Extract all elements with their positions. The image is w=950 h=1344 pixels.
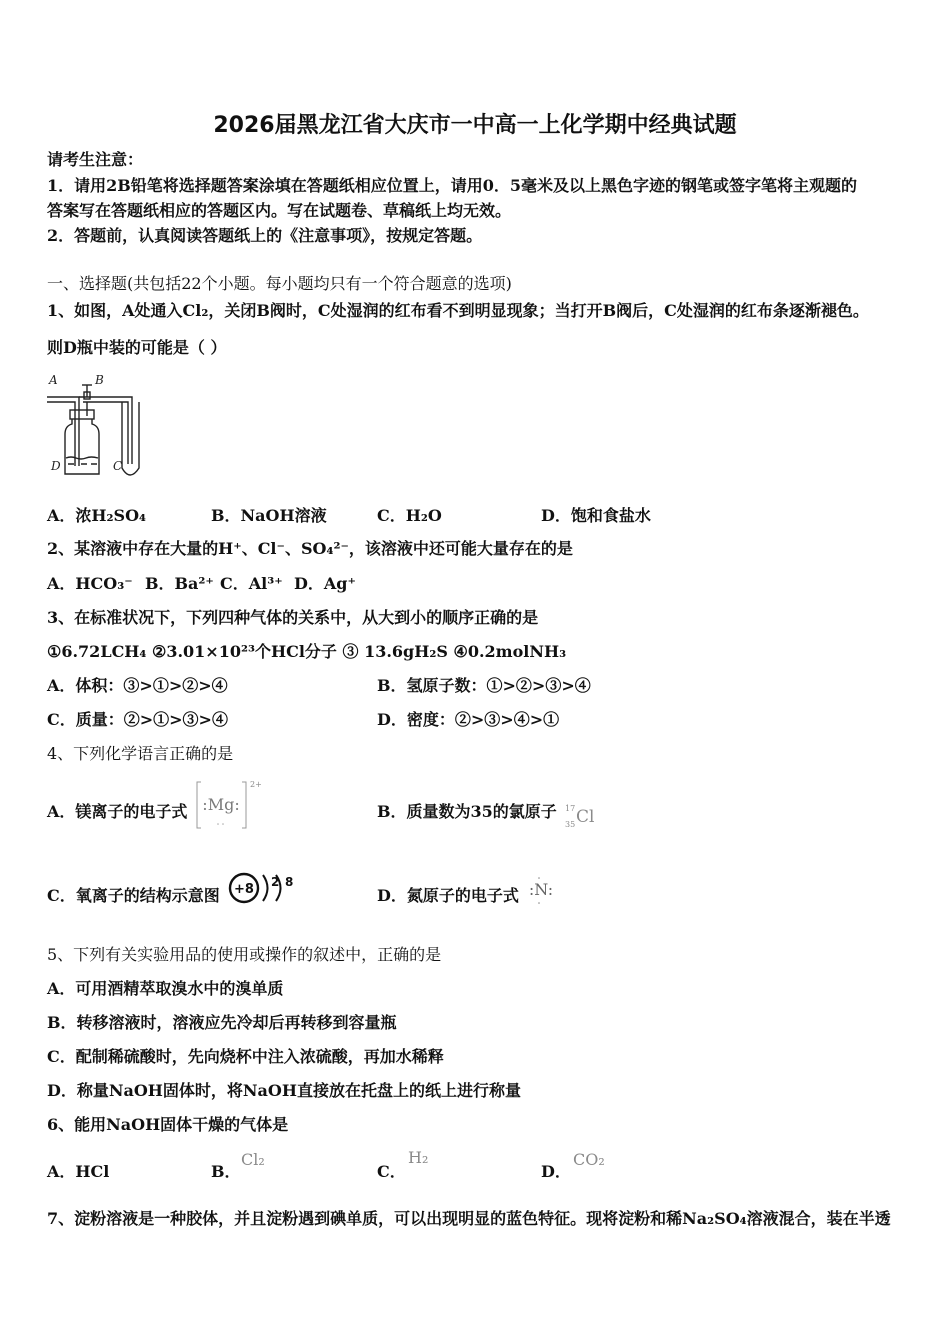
isotope-upper-number: 17 bbox=[565, 804, 576, 813]
bottle-stopper bbox=[70, 410, 94, 419]
page-title: 2026届黑龙江省大庆市一中高一上化学期中经典试题 bbox=[213, 113, 737, 138]
q6-option-d-label: D． bbox=[541, 1162, 571, 1181]
bottle-liquid-surface bbox=[66, 457, 98, 459]
q1-stem: 1、如图，A处通入Cl₂，关闭B阀时，C处湿润的红布看不到明显现象；当打开B阀后，C处湿润的红布条逐渐褪色。 bbox=[47, 301, 869, 320]
q1-stem-continued: 则D瓶中装的可能是（ ） bbox=[47, 338, 227, 357]
q7-stem: 7、淀粉溶液是一种胶体，并且淀粉遇到碘单质，可以出现明显的蓝色特征。现将淀粉和稀Na₂SO₄溶液混合，装在半透 bbox=[47, 1209, 891, 1228]
notice-item-1: 1．请用2B铅笔将选择题答案涂填在答题纸相应位置上，请用0．5毫米及以上黑色字迹的钢笔或签字笔将主观题的 bbox=[47, 176, 858, 195]
notice-item-1-continued: 答案写在答题纸相应的答题区内。写在试题卷、草稿纸上均无效。 bbox=[47, 201, 512, 220]
q4-option-a-label: A．镁离子的电子式 bbox=[47, 802, 188, 821]
notice-heading: 请考生注意： bbox=[47, 150, 144, 169]
q2-option-b: B．Ba²⁺ bbox=[145, 574, 214, 593]
q4-option-b-label: B．质量数为35的氯原子 bbox=[377, 802, 557, 821]
q3-stem: 3、在标准状况下，下列四种气体的关系中，从大到小的顺序正确的是 bbox=[47, 608, 539, 627]
shell-arc-1 bbox=[263, 875, 268, 901]
q5-option-b: B．转移溶液时，溶液应先冷却后再转移到容量瓶 bbox=[47, 1013, 397, 1032]
q5-option-a: A．可用酒精萃取溴水中的溴单质 bbox=[47, 979, 284, 998]
oxide-ion-structure-diagram bbox=[227, 870, 301, 906]
figure-label-a: A bbox=[49, 373, 58, 387]
magnesium-ion-electron-formula bbox=[194, 776, 264, 832]
q2-stem: 2、某溶液中存在大量的H⁺、Cl⁻、SO₄²⁻，该溶液中还可能大量存在的是 bbox=[47, 539, 573, 558]
isotope-lower-number: 35 bbox=[565, 820, 576, 829]
q6-stem: 6、能用NaOH固体干燥的气体是 bbox=[47, 1115, 289, 1134]
nucleus-charge: +8 bbox=[234, 882, 254, 897]
q6-option-b-label: B． bbox=[211, 1162, 241, 1181]
figure-label-d: D bbox=[51, 459, 61, 473]
q1-option-a: A．浓H₂SO₄ bbox=[47, 506, 147, 525]
q6-option-a: A．HCl bbox=[47, 1162, 110, 1181]
q3-option-c: C．质量：②>①>③>④ bbox=[47, 710, 228, 729]
electron-dot bbox=[217, 823, 219, 825]
q3-option-b: B．氢原子数：①>②>③>④ bbox=[377, 676, 591, 695]
outlet-tube-inner bbox=[83, 402, 128, 464]
q4-option-c-label: C．氧离子的结构示意图 bbox=[47, 886, 220, 905]
shell-2-electrons: 8 bbox=[285, 875, 294, 889]
q1-option-b: B．NaOH溶液 bbox=[211, 506, 327, 525]
chlorine-isotope-symbol bbox=[562, 804, 602, 830]
shell-1-electrons: 2 bbox=[271, 875, 280, 889]
test-tube bbox=[122, 402, 139, 475]
q1-option-c: C．H₂O bbox=[377, 506, 442, 525]
figure-label-b: B bbox=[95, 373, 104, 387]
electron-dot bbox=[538, 902, 540, 904]
q4-stem: 4、下列化学语言正确的是 bbox=[47, 744, 234, 763]
inlet-tube-outer bbox=[47, 397, 79, 466]
q3-option-d: D．密度：②>③>④>① bbox=[377, 710, 560, 729]
q1-option-d: D．饱和食盐水 bbox=[541, 506, 651, 525]
q2-option-a: A．HCO₃⁻ bbox=[47, 574, 133, 593]
q5-stem: 5、下列有关实验用品的使用或操作的叙述中，正确的是 bbox=[47, 945, 442, 964]
section-heading: 一、选择题(共包括22个小题。每小题均只有一个符合题意的选项) bbox=[47, 274, 512, 293]
mg-symbol: :Mg: bbox=[202, 795, 240, 814]
mg-charge: 2+ bbox=[250, 780, 262, 789]
nitrogen-electron-formula bbox=[524, 874, 558, 906]
q3-items: ①6.72LCH₄ ②3.01×10²³个HCl分子 ③ 13.6gH₂S ④0.2molNH₃ bbox=[47, 642, 567, 661]
right-bracket bbox=[242, 782, 246, 828]
q6-option-c-label: C． bbox=[377, 1162, 406, 1181]
q5-option-d: D．称量NaOH固体时，将NaOH直接放在托盘上的纸上进行称量 bbox=[47, 1081, 521, 1100]
electron-dot bbox=[222, 823, 224, 825]
q2-option-c: C．Al³⁺ bbox=[220, 574, 283, 593]
left-bracket bbox=[197, 782, 201, 828]
notice-item-2: 2．答题前，认真阅读答题纸上的《注意事项》，按规定答题。 bbox=[47, 226, 483, 245]
q6-option-d-formula: CO₂ bbox=[573, 1150, 605, 1169]
q3-option-a: A．体积：③>①>②>④ bbox=[47, 676, 228, 695]
q1-apparatus-figure bbox=[43, 372, 153, 482]
figure-label-c: C bbox=[113, 459, 123, 473]
q4-option-d-label: D．氮原子的电子式 bbox=[377, 886, 519, 905]
q6-option-c-formula: H₂ bbox=[408, 1148, 429, 1167]
q6-option-b-formula: Cl₂ bbox=[241, 1150, 265, 1169]
isotope-element-symbol: Cl bbox=[576, 807, 595, 827]
electron-dot bbox=[538, 877, 540, 879]
bottle-body bbox=[65, 419, 99, 474]
nitrogen-symbol: :N: bbox=[528, 880, 554, 899]
q5-option-c: C．配制稀硫酸时，先向烧杯中注入浓硫酸，再加水稀释 bbox=[47, 1047, 444, 1066]
q2-option-d: D．Ag⁺ bbox=[294, 574, 356, 593]
